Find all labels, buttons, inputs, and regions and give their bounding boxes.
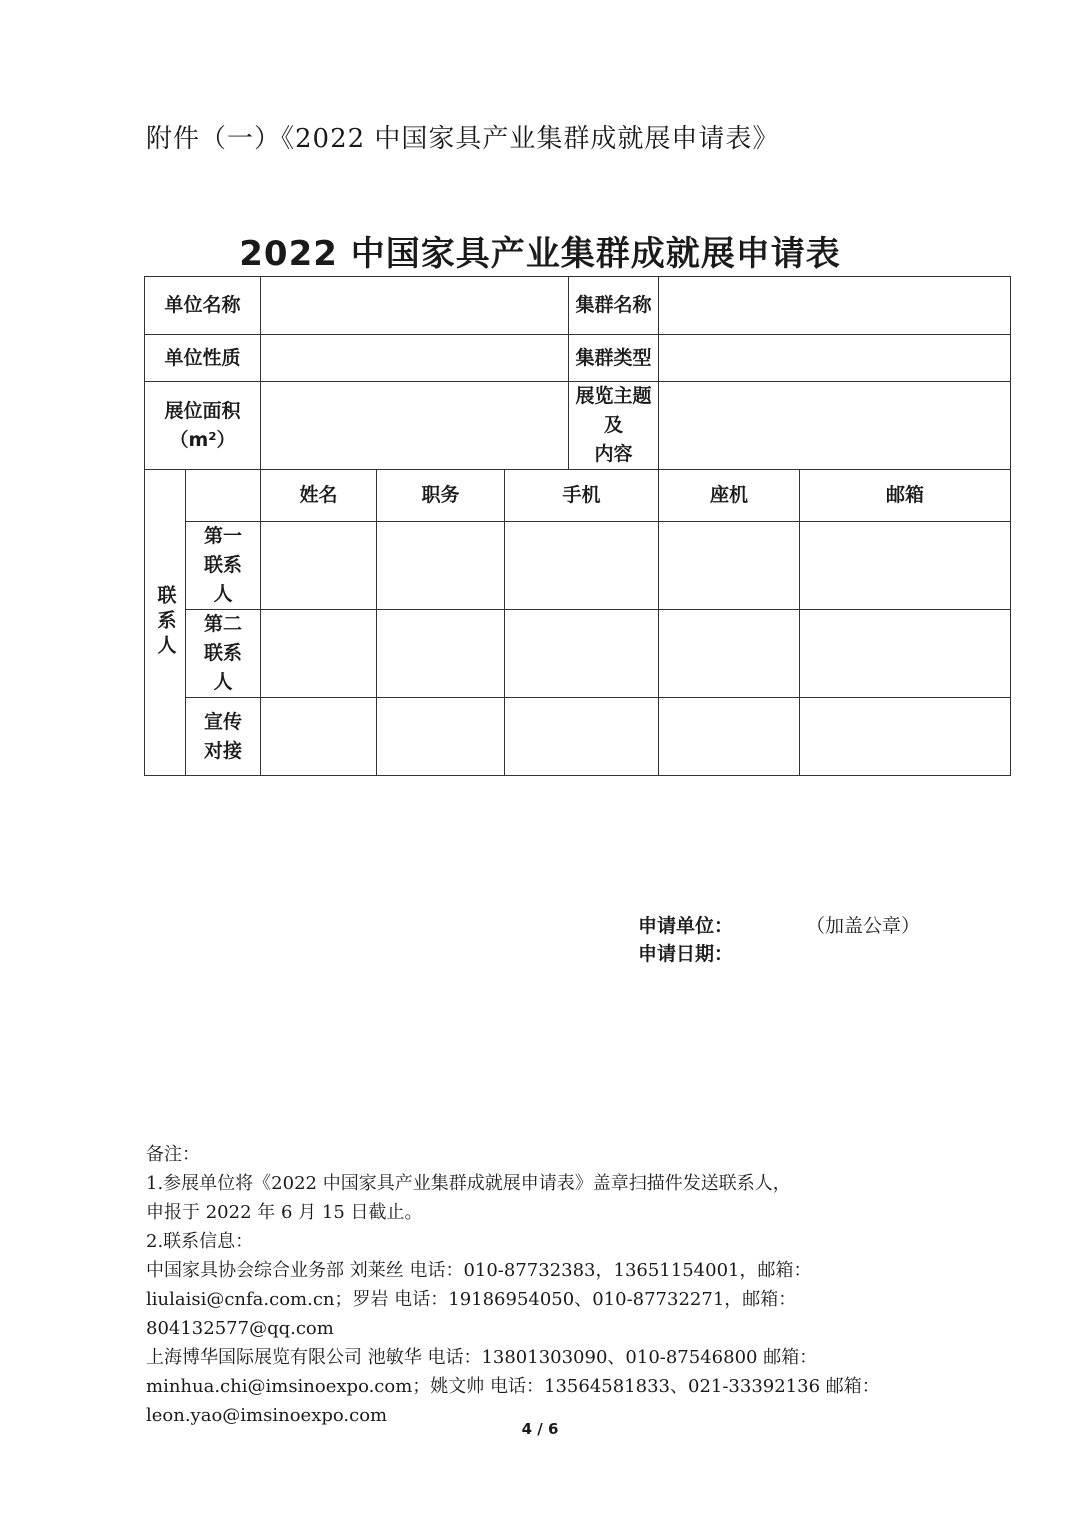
second-contact-landline-input[interactable] [659,610,800,698]
seal-note: （加盖公章） [806,915,921,937]
first-contact-name-input[interactable] [261,522,377,610]
theme-label-line1: 展览主题及 [575,385,652,436]
unit-name-input[interactable] [261,277,569,335]
row-label-line: 人 [213,671,233,693]
row-label-line: 对接 [204,739,243,762]
publicity-mobile-input[interactable] [505,698,659,776]
note-line: leon.yao@imsinoexpo.com [146,1405,388,1426]
col-header-landline: 座机 [659,470,800,522]
row-label-first-contact [186,522,261,610]
publicity-landline-input[interactable] [659,698,800,776]
theme-label [569,382,659,470]
signature-block [638,912,733,968]
row-label-line: 第二 [204,613,243,635]
notes-heading: 备注： [146,1144,200,1165]
note-line: liulaisi@cnfa.com.cn；罗岩 电话：19186954050、010-87732271，邮箱： [146,1289,797,1310]
note-line: 中国家具协会综合业务部 刘莱丝 电话：010-87732383，13651154001，邮箱： [146,1260,812,1281]
theme-input[interactable] [659,382,1011,470]
applicant-unit-label: 申请单位： [638,915,734,937]
booth-area-label-line1: 展位面积 [164,399,241,422]
contacts-group-text: 联系人 [154,585,177,660]
first-contact-email-input[interactable] [800,522,1011,610]
publicity-position-input[interactable] [377,698,505,776]
theme-label-line2: 内容 [594,443,633,465]
note-line: minhua.chi@imsinoexpo.com；姚文帅 电话：13564581833、021-33392136 邮箱： [146,1376,880,1397]
cluster-type-label: 集群类型 [569,335,659,382]
cluster-name-input[interactable] [659,277,1011,335]
contacts-group-label [145,470,186,776]
col-header-name: 姓名 [261,470,377,522]
application-date-label: 申请日期： [638,943,734,965]
unit-name-label: 单位名称 [145,277,261,335]
publicity-name-input[interactable] [261,698,377,776]
second-contact-mobile-input[interactable] [505,610,659,698]
cluster-type-input[interactable] [659,335,1011,382]
row-label-publicity-contact [186,698,261,776]
unit-nature-input[interactable] [261,335,569,382]
contacts-header-blank [186,470,261,522]
row-label-second-contact [186,610,261,698]
col-header-mobile: 手机 [505,470,659,522]
col-header-email: 邮箱 [800,470,1011,522]
booth-area-label [145,382,261,470]
note-line: 上海博华国际展览有限公司 池敏华 电话：13801303090、010-87546800 邮箱： [146,1347,818,1368]
note-line: 2.联系信息： [146,1231,254,1252]
first-contact-mobile-input[interactable] [505,522,659,610]
second-contact-position-input[interactable] [377,610,505,698]
second-contact-email-input[interactable] [800,610,1011,698]
second-contact-name-input[interactable] [261,610,377,698]
note-line: 804132577@qq.com [146,1318,334,1339]
booth-area-input[interactable] [261,382,569,470]
cluster-name-label: 集群名称 [569,277,659,335]
row-label-line: 宣传 [204,710,243,733]
row-label-line: 人 [213,583,233,605]
publicity-email-input[interactable] [800,698,1011,776]
row-label-line: 第一 [204,525,243,547]
row-label-line: 联系 [204,554,243,576]
booth-area-label-line2: （m²） [169,428,236,451]
unit-nature-label: 单位性质 [145,335,261,382]
col-header-position: 职务 [377,470,505,522]
attachment-heading: 附件（一）《2022 中国家具产业集群成就展申请表》 [146,124,780,154]
first-contact-landline-input[interactable] [659,522,800,610]
form-title: 2022 中国家具产业集群成就展申请表 [239,234,841,274]
application-form-table [144,276,1011,776]
page-number: 4 / 6 [521,1420,559,1438]
first-contact-position-input[interactable] [377,522,505,610]
row-label-line: 联系 [204,642,243,664]
note-line: 1.参展单位将《2022 中国家具产业集群成就展申请表》盖章扫描件发送联系人， [146,1173,791,1194]
note-line: 申报于 2022 年 6 月 15 日截止。 [146,1202,423,1223]
notes-section [146,1140,936,1430]
